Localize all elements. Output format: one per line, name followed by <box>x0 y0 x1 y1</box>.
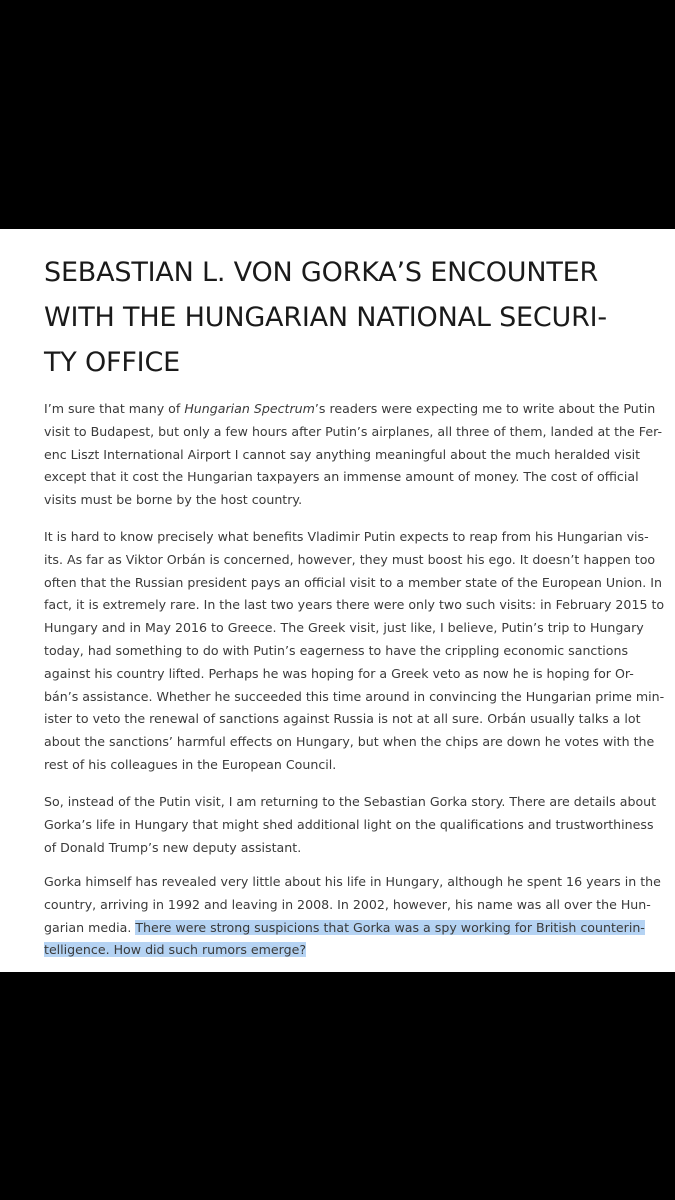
paragraph-line: It is hard to know precisely what benefits Vladimir Putin expects to reap from his Hungarian vis- <box>44 529 649 544</box>
top-black-bar <box>0 0 675 229</box>
paragraph-line: visits must be borne by the host country. <box>44 492 303 508</box>
paragraph-line: enc Liszt International Airport I cannot say anything meaningful about the much heralded visit <box>44 446 641 462</box>
paragraph-line: of Donald Trump’s new deputy assistant. <box>44 839 302 855</box>
paragraph-line: today, had something to do with Putin’s eagerness to have the crippling economic sanctions <box>44 642 629 658</box>
paragraph-line: about the sanctions’ harmful effects on Hungary, but when the chips are down he votes with the <box>44 734 655 750</box>
title-line: SEBASTIAN L. VON GORKA’S ENCOUNTER <box>44 257 599 288</box>
article-title <box>44 250 644 385</box>
text-run: ’s readers were expecting me to write about the Putin <box>314 401 656 416</box>
paragraph-line: fact, it is extremely rare. In the last two years there were only two such visits: in February 2015 to <box>44 597 665 613</box>
paragraph-line: bán’s assistance. Whether he succeeded this time around in convincing the Hungarian prime min- <box>44 688 665 704</box>
bottom-black-bar <box>0 972 675 1200</box>
title-line: WITH THE HUNGARIAN NATIONAL SECURI- <box>44 302 607 333</box>
paragraph-line: except that it cost the Hungarian taxpayers an immense amount of money. The cost of official <box>44 469 639 485</box>
paragraph-3 <box>44 791 657 859</box>
article-page <box>0 229 675 972</box>
text-run: garian media. <box>44 919 136 935</box>
paragraph-line: ister to veto the renewal of sanctions against Russia is not at all sure. Orbán usually talks a lot <box>44 711 641 727</box>
paragraph-line: visit to Budapest, but only a few hours after Putin’s airplanes, all three of them, landed at the Fer- <box>44 423 663 439</box>
paragraph-line: against his country lifted. Perhaps he was hoping for a Greek veto as now he is hoping for Or- <box>44 665 634 681</box>
title-line: TY OFFICE <box>44 347 180 378</box>
paragraph-line: its. As far as Viktor Orbán is concerned, however, they must boost his ego. It doesn’t happen too <box>44 551 656 567</box>
paragraph-line: rest of his colleagues in the European Council. <box>44 756 337 772</box>
paragraph-2 <box>44 526 665 777</box>
paragraph-line <box>44 398 656 421</box>
publication-name: Hungarian Spectrum <box>184 401 315 416</box>
paragraph-line: often that the Russian president pays an official visit to a member state of the European Union. In <box>44 574 662 590</box>
highlighted-text[interactable]: There were strong suspicions that Gorka was a spy working for British counterin- <box>135 919 645 935</box>
paragraph-1 <box>44 398 663 512</box>
paragraph-line <box>44 939 644 962</box>
text-run: I’m sure that many of <box>44 401 185 416</box>
paragraph-line: Hungary and in May 2016 to Greece. The Greek visit, just like, I believe, Putin’s trip to Hungary <box>44 620 644 636</box>
paragraph-line: country, arriving in 1992 and leaving in 2008. In 2002, however, his name was all over the Hun- <box>44 896 651 912</box>
highlighted-text[interactable]: telligence. How did such rumors emerge? <box>44 942 307 958</box>
paragraph-line: So, instead of the Putin visit, I am returning to the Sebastian Gorka story. There are details about <box>44 794 657 809</box>
paragraph-line <box>44 917 644 940</box>
paragraph-4 <box>44 871 661 962</box>
paragraph-line: Gorka’s life in Hungary that might shed additional light on the qualifications and trustworthiness <box>44 816 654 832</box>
paragraph-line: Gorka himself has revealed very little about his life in Hungary, although he spent 16 years in the <box>44 874 661 889</box>
